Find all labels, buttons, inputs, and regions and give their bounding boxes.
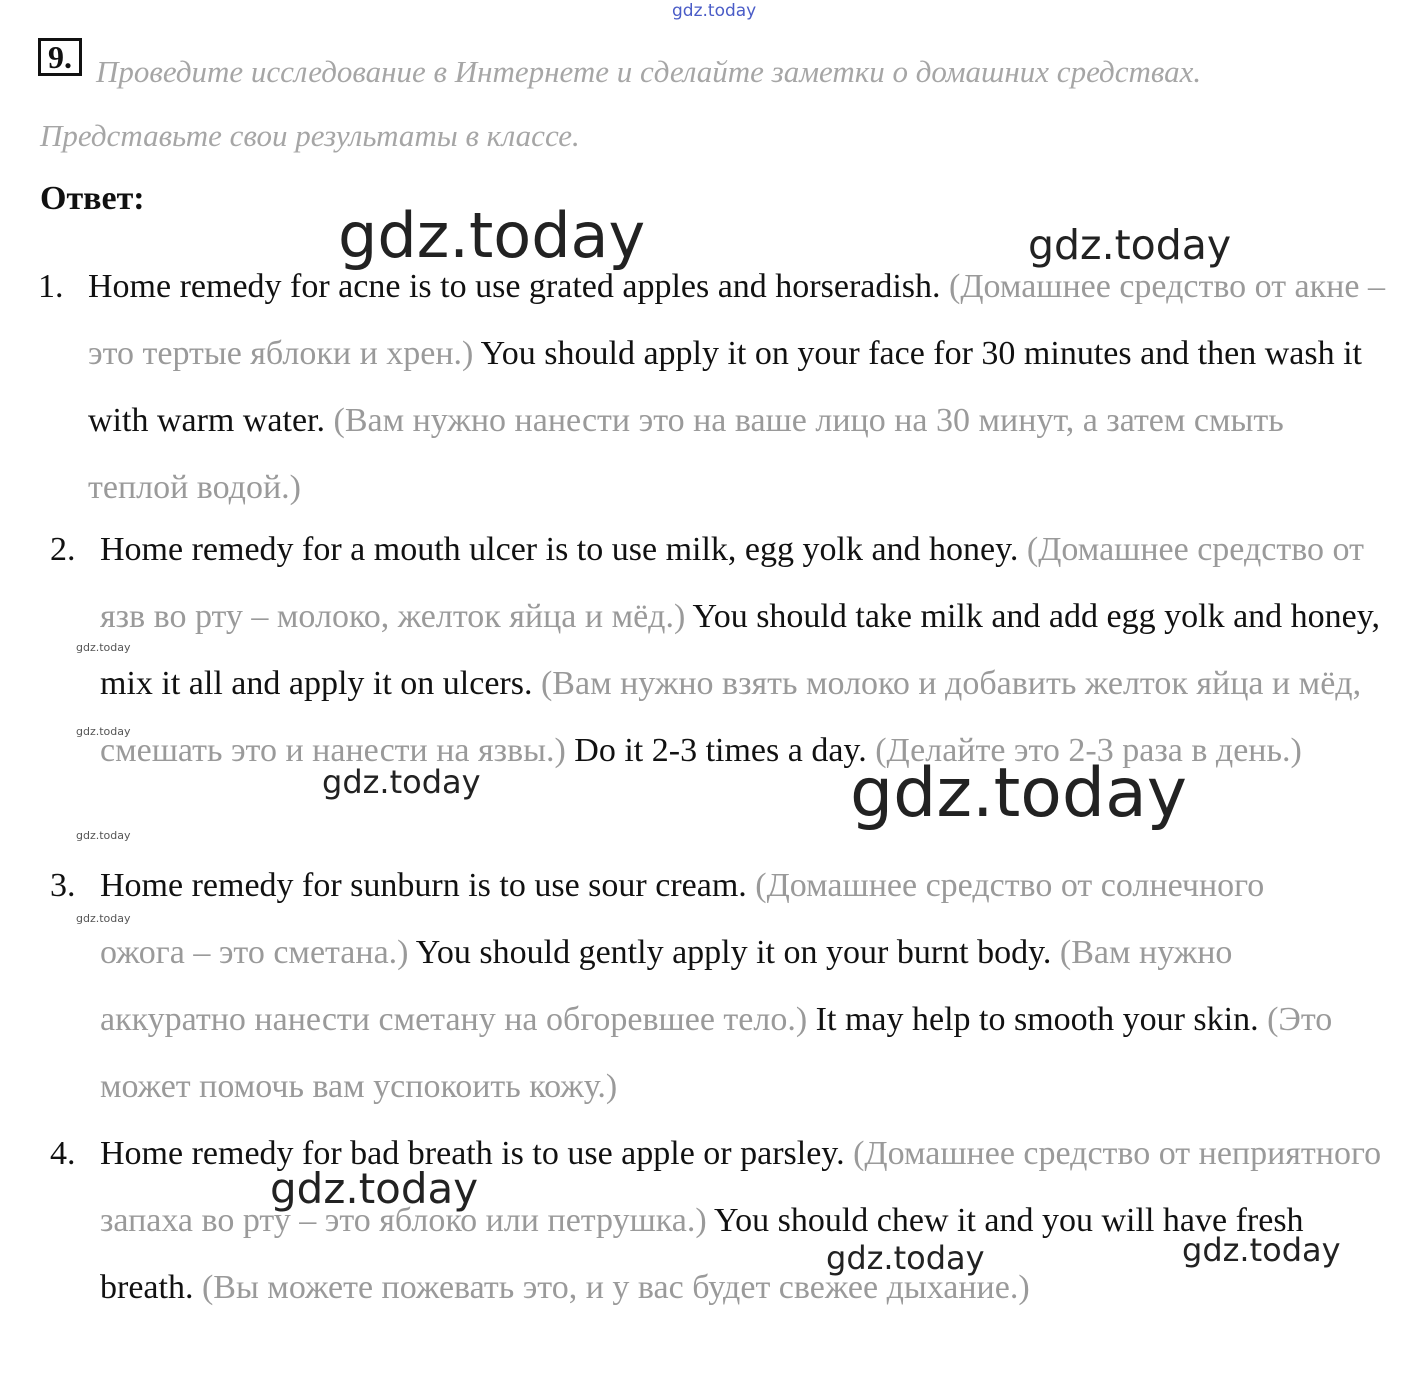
item-text: Home remedy for sunburn is to use sour cream. <box>100 867 747 904</box>
item-translation: (Делайте это 2-3 раза в день.) <box>866 732 1302 769</box>
watermark: gdz.today <box>76 912 131 925</box>
item-translation: (Это может помочь вам успокоить кожу.) <box>100 1001 1333 1105</box>
item-text: Home remedy for acne is to use grated apples and horseradish. <box>88 268 941 305</box>
watermark: gdz.today <box>76 725 131 738</box>
item-translation: (Вам нужно аккуратно нанести сметану на обгоревшее тело.) <box>100 934 1233 1038</box>
item-translation: (Вам нужно нанести это на ваше лицо на 30 минут, а затем смыть теплой водой.) <box>88 402 1284 506</box>
item-translation: (Домашнее средство от солнечного ожога – это сметана.) <box>100 867 1265 971</box>
task-text: Проведите исследование в Интернете и сделайте заметки о домашних средствах. Представьте свои результаты в классе. <box>40 54 1202 153</box>
list-item <box>38 253 1388 521</box>
item-translation: (Домашнее средство от язв во рту – молоко, желток яйца и мёд.) <box>100 531 1364 635</box>
item-number: 2. <box>50 531 76 568</box>
list-item <box>50 1120 1390 1321</box>
watermark-top: gdz.today <box>672 1 757 21</box>
watermark: gdz.today <box>1182 1231 1341 1269</box>
list-item <box>50 852 1340 1120</box>
item-number: 1. <box>38 268 64 305</box>
watermark: gdz.today <box>76 641 131 654</box>
item-text: You should gently apply it on your burnt body. <box>408 934 1052 971</box>
item-number: 4. <box>50 1135 76 1172</box>
item-number: 3. <box>50 867 76 904</box>
watermark: gdz.today <box>1028 221 1232 269</box>
item-translation: (Вам нужно взять молоко и добавить желток яйца и мёд, смешать это и нанести на язвы.) <box>100 665 1362 769</box>
watermark: gdz.today <box>322 763 481 801</box>
watermark: gdz.today <box>76 829 131 842</box>
item-text: You should chew it and you will have fresh breath. <box>100 1202 1304 1306</box>
item-translation: (Домашнее средство от акне – это тертые яблоки и хрен.) <box>88 268 1385 372</box>
watermark: gdz.today <box>270 1164 479 1213</box>
watermark: gdz.today <box>850 754 1187 833</box>
item-text: Do it 2-3 times a day. <box>565 732 867 769</box>
task-number: 9. <box>38 38 82 76</box>
watermark: gdz.today <box>826 1239 985 1277</box>
watermark: gdz.today <box>338 199 646 272</box>
item-text: It may help to smooth your skin. <box>807 1001 1259 1038</box>
item-translation: (Домашнее средство от неприятного запаха во рту – это яблоко или петрушка.) <box>100 1135 1382 1239</box>
item-text: Home remedy for a mouth ulcer is to use milk, egg yolk and honey. <box>100 531 1019 568</box>
answer-label: Ответ: <box>40 180 145 217</box>
item-text: You should take milk and add egg yolk and honey, mix it all and apply it on ulcers. <box>100 598 1381 702</box>
list-item <box>50 516 1392 784</box>
item-translation: (Вы можете пожевать это, и у вас будет свежее дыхание.) <box>193 1269 1030 1306</box>
item-text: You should apply it on your face for 30 minutes and then wash it with warm water. <box>88 335 1362 439</box>
item-text: Home remedy for bad breath is to use apple or parsley. <box>100 1135 845 1172</box>
